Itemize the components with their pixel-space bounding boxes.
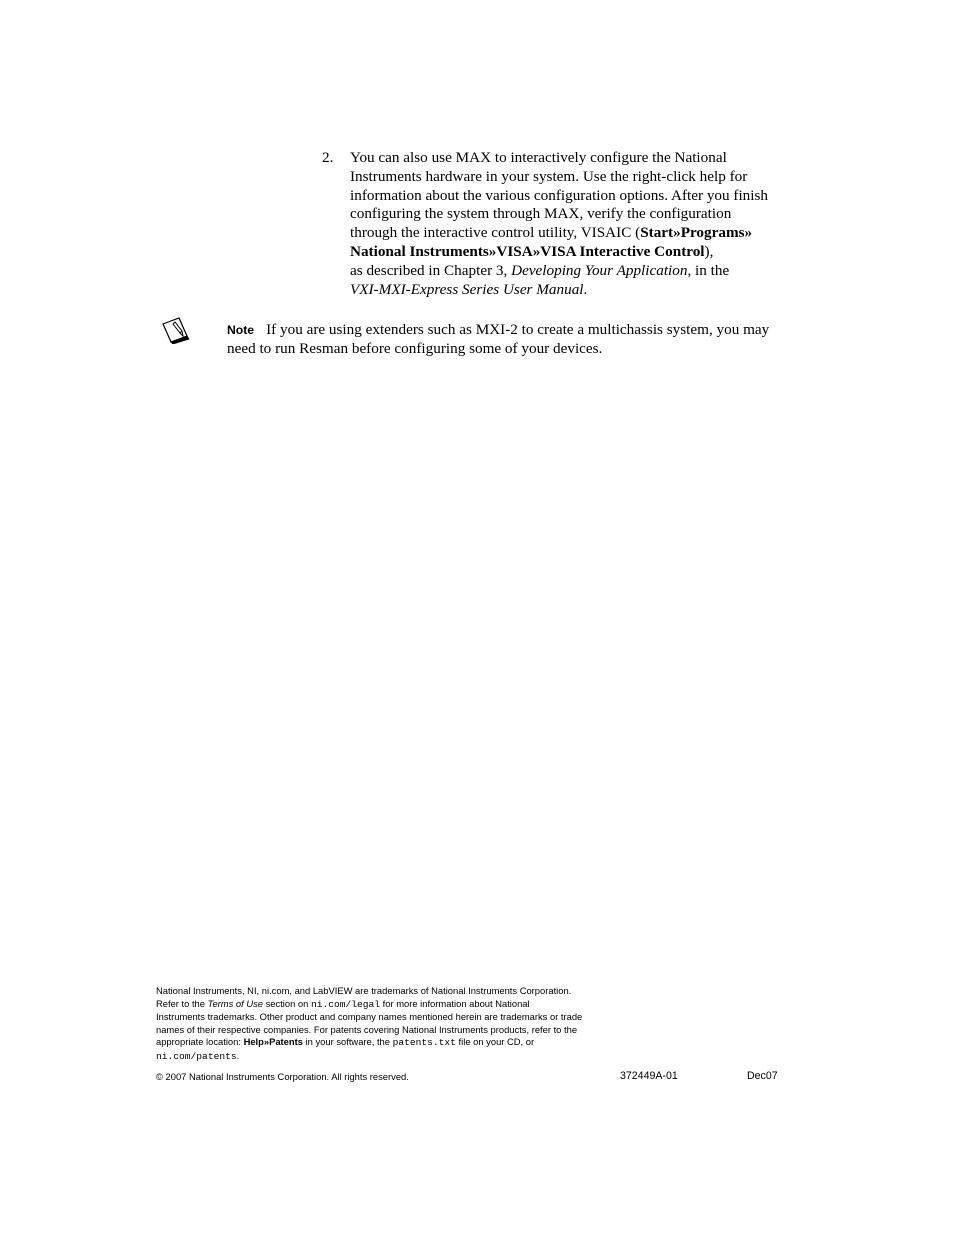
step-number: 2. [322, 149, 334, 166]
step-text-run: ), [704, 242, 714, 260]
patents-url: ni.com/patents [156, 1050, 237, 1062]
step-text-run: as described in Chapter 3, [350, 261, 512, 279]
menu-path-start: Start»Programs» [640, 224, 753, 242]
step-line [350, 281, 790, 300]
help-patents-path: Help»Patents [243, 1036, 303, 1047]
manual-title: VXI-MXI-Express Series User Manual [350, 280, 584, 298]
legal-line [156, 1050, 606, 1064]
patents-file: patents.txt [392, 1037, 456, 1048]
part-number: 372449A-01 [620, 1070, 678, 1082]
legal-line: National Instruments, NI, ni.com, and LabVIEW are trademarks of National Instruments Corporation. [156, 985, 572, 996]
note-text: If you are using extenders such as MXI-2 to create a multichassis system, you may [266, 321, 770, 338]
step-line [350, 262, 790, 281]
step-text-run: . [583, 280, 588, 298]
step-line: information about the various configuration options. After you finish [350, 186, 769, 204]
legal-line [156, 998, 606, 1012]
step-line [350, 243, 790, 262]
note-block [227, 321, 792, 359]
step-line [350, 224, 790, 243]
legal-text-run: . [236, 1049, 240, 1061]
legal-notice [156, 985, 606, 1063]
copyright: © 2007 National Instruments Corporation. All rights reserved. [156, 1071, 409, 1082]
note-label: Note [227, 323, 255, 337]
step-text-run: , in the [687, 261, 730, 279]
legal-line: names of their respective companies. For patents covering National Instruments products, refer to the [156, 1023, 578, 1035]
note-line [227, 321, 792, 340]
legal-text-run: Refer to the [156, 997, 208, 1009]
legal-text-run: for more information about National [380, 997, 530, 1009]
step-line: You can also use MAX to interactively configure the National [350, 149, 727, 166]
legal-text-run: appropriate location: [156, 1036, 244, 1047]
legal-text-run: section on [263, 997, 311, 1009]
note-icon [160, 316, 190, 344]
legal-text-run: file on your CD, or [455, 1036, 535, 1047]
step-text-run: through the interactive control utility, VISAIC ( [350, 224, 641, 242]
terms-of-use: Terms of Use [207, 997, 263, 1009]
menu-path-visa: National Instruments»VISA»VISA Interactive Control [350, 242, 705, 260]
step-text [350, 149, 790, 299]
legal-text-run: in your software, the [302, 1036, 393, 1047]
note-line: need to run Resman before configuring some of your devices. [227, 339, 603, 357]
publication-date: Dec07 [747, 1070, 778, 1082]
chapter-title: Developing Your Application [511, 261, 688, 279]
legal-line [156, 1036, 606, 1050]
step-line: Instruments hardware in your system. Use the right-click help for [350, 167, 748, 185]
step-line: configuring the system through MAX, verify the configuration [350, 205, 732, 223]
legal-url: ni.com/legal [310, 998, 381, 1010]
legal-line: Instruments trademarks. Other product and company names mentioned herein are trademarks or trade [156, 1011, 583, 1022]
